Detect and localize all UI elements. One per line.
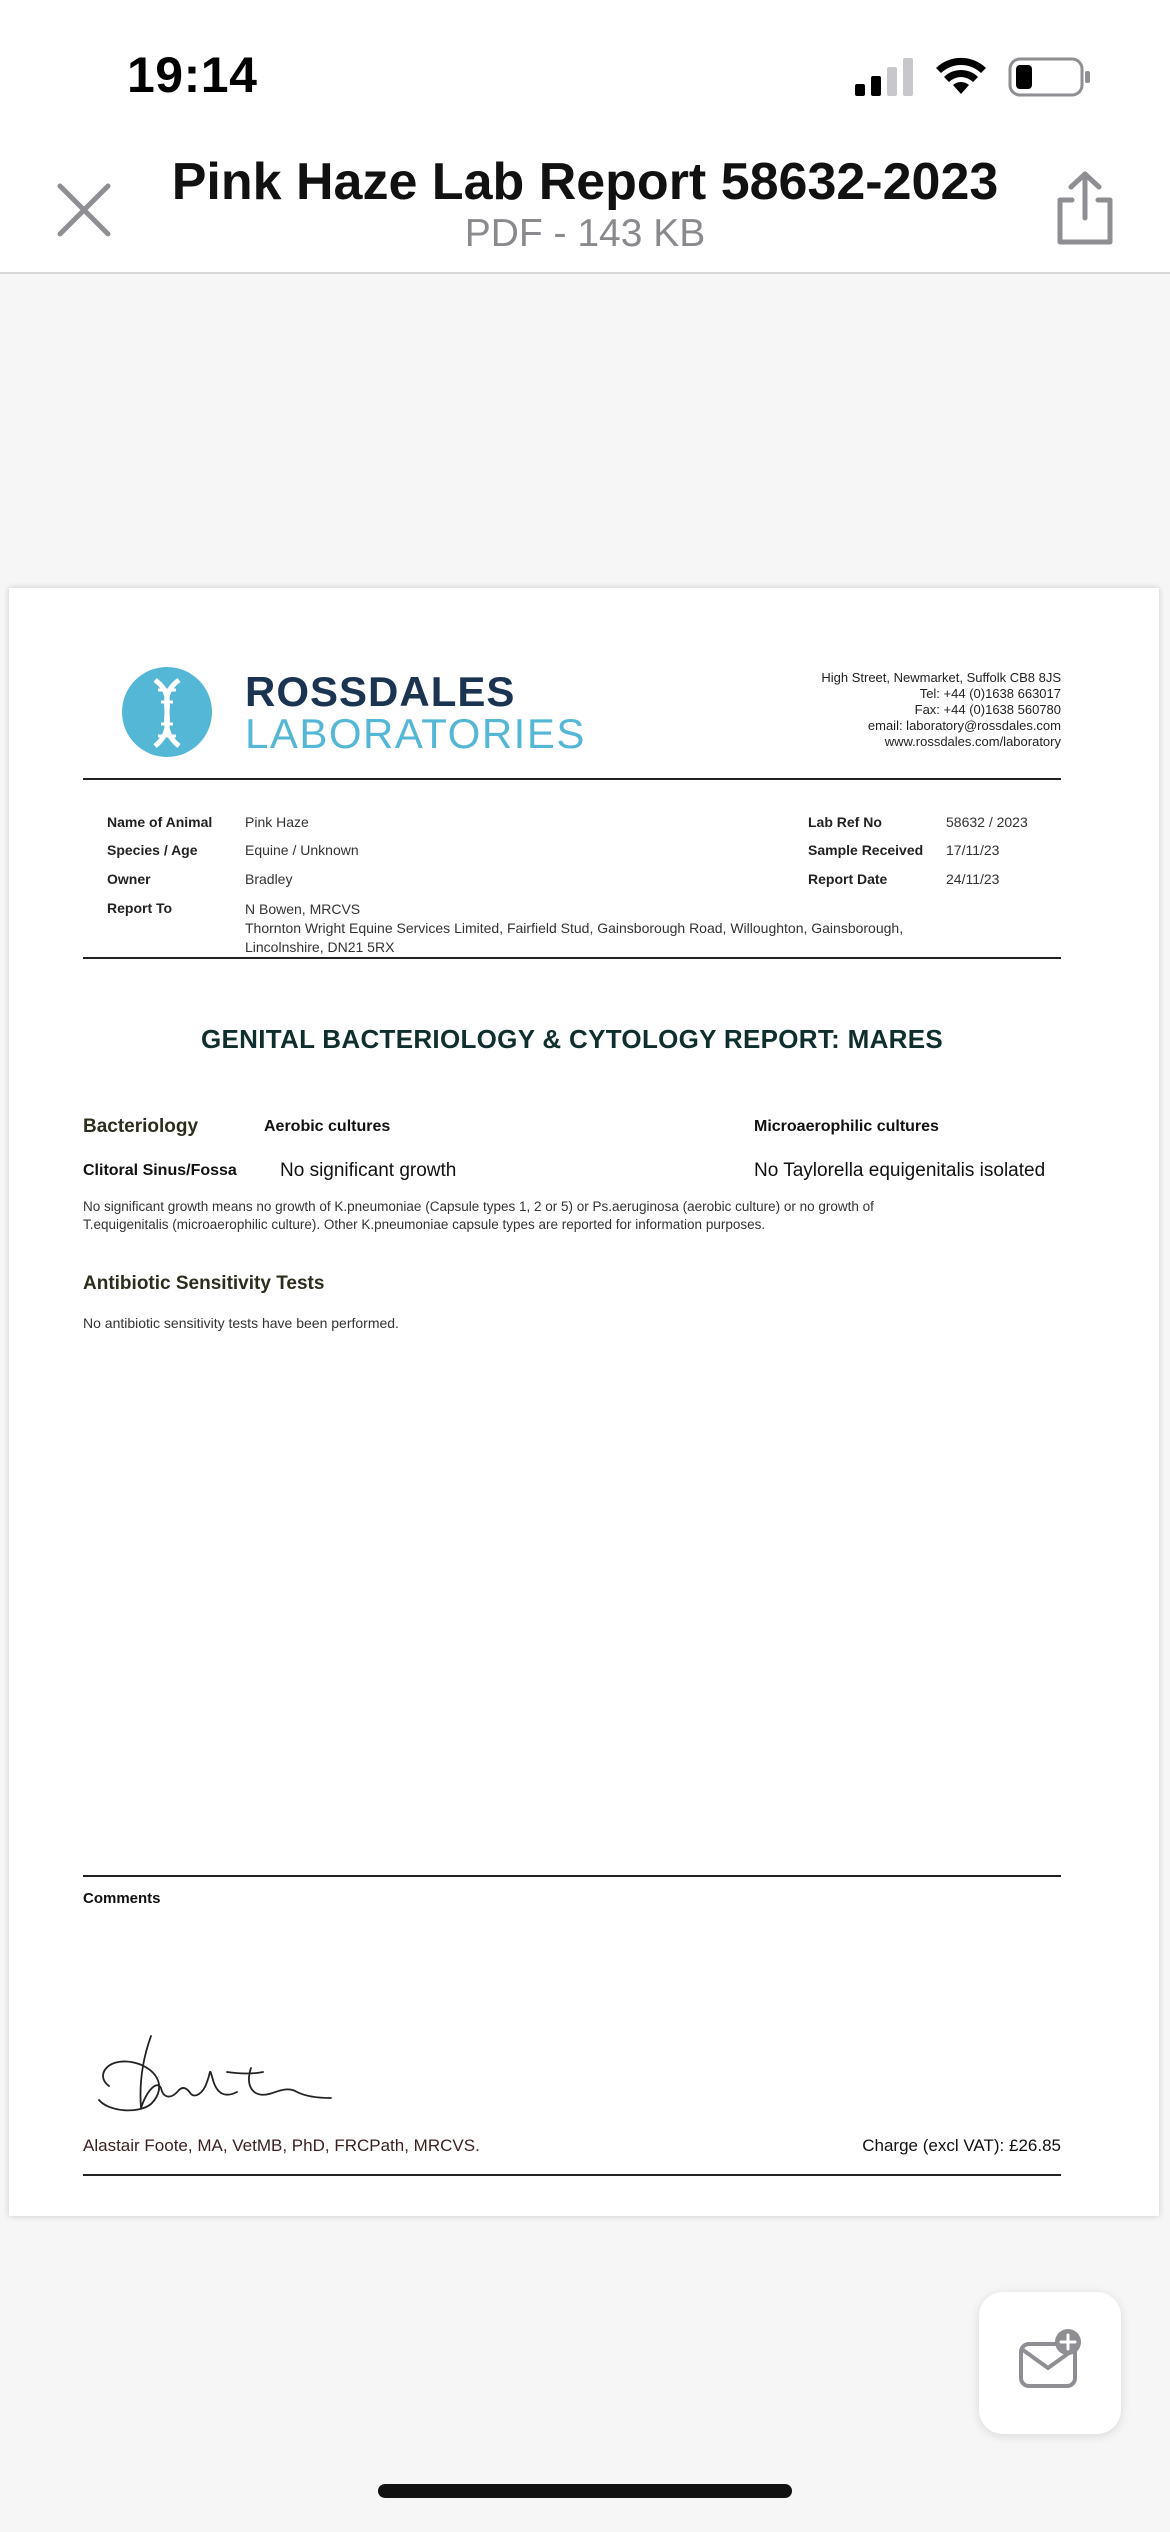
report-to-label: Report To: [107, 900, 173, 916]
rossdales-logo: [121, 658, 621, 766]
report-to-line: Thornton Wright Equine Services Limited, Fairfield Stud, Gainsborough Road, Willoughton, Gainsborough,: [245, 920, 904, 936]
animal-name-label: Name of Animal: [107, 814, 213, 830]
sample-site-label: Clitoral Sinus/Fossa: [83, 1162, 237, 1179]
battery-icon: [1008, 57, 1092, 97]
antibiotic-text: No antibiotic sensitivity tests have been performed.: [83, 1315, 399, 1331]
dna-logo-icon: [121, 666, 213, 758]
microaerophilic-result: No Taylorella equigenitalis isolated: [754, 1160, 1046, 1181]
wifi-icon: [936, 56, 986, 96]
microaerophilic-cultures-header: Microaerophilic cultures: [754, 1118, 939, 1135]
status-bar: [0, 0, 1170, 140]
document-subtitle: PDF - 143 KB: [464, 212, 706, 255]
divider: [83, 1875, 1061, 1877]
address-line: High Street, Newmarket, Suffolk CB8 8JS: [821, 670, 1061, 685]
report-to-value: [245, 900, 1005, 957]
logo-text-rossdales: ROSSDALES: [245, 668, 516, 715]
document-header: [0, 140, 1170, 274]
address-tel: Tel: +44 (0)1638 663017: [919, 686, 1061, 701]
address-email: email: laboratory@rossdales.com: [867, 718, 1061, 733]
lab-ref-label: Lab Ref No: [808, 814, 882, 830]
home-indicator[interactable]: [378, 2484, 792, 2498]
lab-address: [821, 670, 1061, 750]
report-to-line: Lincolnshire, DN21 5RX: [245, 939, 395, 955]
signatory-name: Alastair Foote, MA, VetMB, PhD, FRCPath, MRCVS.: [83, 2136, 480, 2155]
lab-ref-value: 58632 / 2023: [946, 814, 1028, 830]
pdf-page[interactable]: [9, 588, 1159, 2216]
address-website: www.rossdales.com/laboratory: [884, 734, 1061, 749]
species-age-label: Species / Age: [107, 842, 198, 858]
share-button[interactable]: [1050, 170, 1120, 246]
compose-mail-button[interactable]: [979, 2292, 1121, 2434]
owner-label: Owner: [107, 871, 151, 887]
report-to-line: N Bowen, MRCVS: [245, 901, 361, 917]
status-time: 19:14: [127, 47, 258, 103]
aerobic-cultures-header: Aerobic cultures: [264, 1118, 391, 1135]
bacteriology-label: Bacteriology: [83, 1116, 199, 1137]
logo-text-laboratories: LABORATORIES: [245, 710, 586, 757]
divider: [83, 2174, 1061, 2176]
divider: [83, 778, 1061, 780]
note-line: T.equigenitalis (microaerophilic culture). Other K.pneumoniae capsule types are reported for information purposes.: [83, 1217, 766, 1232]
sample-received-label: Sample Received: [808, 842, 924, 858]
animal-name-value: Pink Haze: [245, 814, 309, 830]
close-button[interactable]: [52, 178, 116, 242]
document-title: Pink Haze Lab Report 58632-2023: [171, 153, 999, 211]
comments-label: Comments: [83, 1890, 161, 1907]
sample-received-value: 17/11/23: [946, 842, 1000, 858]
bacteriology-note: [83, 1198, 1043, 1234]
close-icon: [60, 186, 108, 234]
species-age-value: Equine / Unknown: [245, 842, 359, 858]
share-icon: [1060, 174, 1110, 242]
aerobic-result: No significant growth: [280, 1160, 457, 1181]
charge-amount: Charge (excl VAT): £26.85: [862, 2136, 1061, 2155]
compose-mail-plus-icon: [1017, 2328, 1083, 2394]
divider: [83, 957, 1061, 959]
report-title: GENITAL BACTERIOLOGY & CYTOLOGY REPORT: MARES: [200, 1024, 944, 1054]
owner-value: Bradley: [245, 871, 293, 887]
address-fax: Fax: +44 (0)1638 560780: [914, 702, 1061, 717]
cellular-signal-icon: [855, 58, 915, 96]
note-line: No significant growth means no growth of K.pneumoniae (Capsule types 1, 2 or 5) or Ps.aeruginosa (aerobic culture) or no growth of: [83, 1199, 874, 1214]
report-date-label: Report Date: [808, 871, 888, 887]
report-date-value: 24/11/23: [946, 871, 1000, 887]
handwritten-signature: [91, 2028, 341, 2118]
antibiotic-section-label: Antibiotic Sensitivity Tests: [83, 1273, 325, 1294]
